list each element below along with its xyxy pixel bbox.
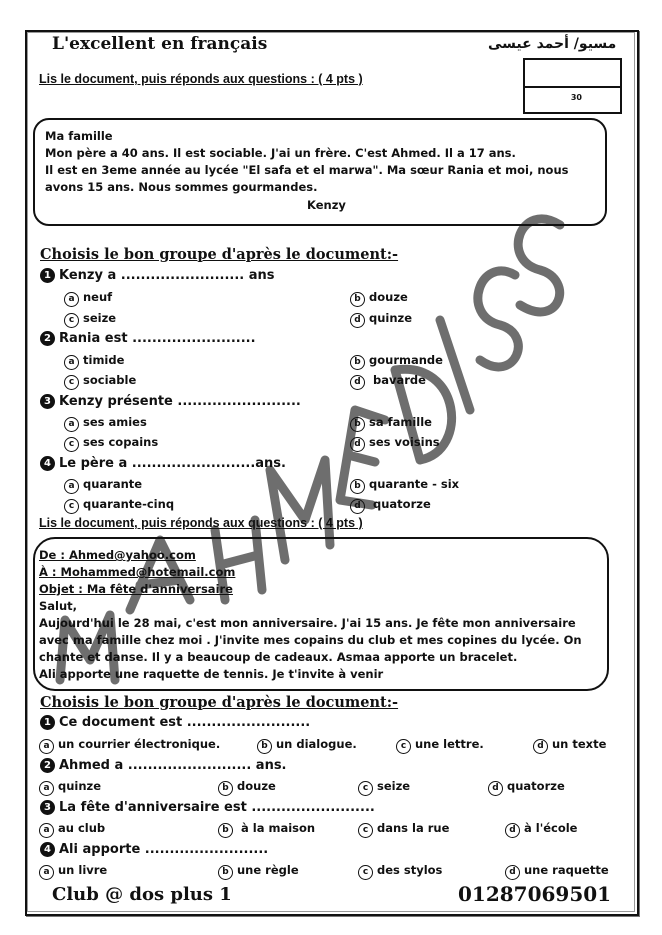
answer-option[interactable] <box>350 353 443 370</box>
question-text: Ahmed a ......................... ans. <box>59 758 287 773</box>
option-text: des stylos <box>377 863 443 877</box>
option-letter: d <box>350 313 365 328</box>
answer-option[interactable] <box>396 737 484 754</box>
email-line: avec ma famille chez moi . J'invite mes copains du club et mes copines du lycée. On <box>39 633 582 647</box>
footer-club: Club @ dos plus 1 <box>52 884 232 905</box>
answer-option[interactable] <box>64 415 147 432</box>
option-letter: a <box>39 739 54 754</box>
option-letter: c <box>64 499 79 514</box>
score-box <box>523 58 622 114</box>
question-number: 3 <box>40 800 55 815</box>
option-text: une lettre. <box>415 737 484 751</box>
answer-option[interactable] <box>505 821 578 838</box>
option-text: timide <box>83 353 125 367</box>
option-text: quarante-cinq <box>83 497 175 511</box>
option-text: bavarde <box>369 373 426 387</box>
answer-option[interactable] <box>505 863 609 880</box>
option-letter: a <box>64 479 79 494</box>
answer-option[interactable] <box>64 497 174 514</box>
answer-option[interactable] <box>218 821 315 838</box>
option-letter: c <box>64 375 79 390</box>
question <box>40 456 286 471</box>
answer-option[interactable] <box>64 373 136 390</box>
option-text: dans la rue <box>377 821 450 835</box>
answer-option[interactable] <box>350 435 440 452</box>
section-title: Choisis le bon groupe d'après le document:- <box>40 246 399 263</box>
option-text: sociable <box>83 373 137 387</box>
answer-option[interactable] <box>350 497 431 514</box>
question-number: 3 <box>40 394 55 409</box>
question-number: 4 <box>40 842 55 857</box>
option-text: quinze <box>58 779 102 793</box>
answer-option[interactable] <box>533 737 606 754</box>
footer-phone: 01287069501 <box>458 882 612 906</box>
option-letter: c <box>64 437 79 452</box>
answer-option[interactable] <box>39 821 105 838</box>
option-text: douze <box>369 290 408 304</box>
answer-option[interactable] <box>64 353 124 370</box>
option-text: un dialogue. <box>276 737 357 751</box>
text-line: Il est en 3eme année au lycée "El safa et el marwa". Ma sœur Rania et moi, nous <box>45 163 569 177</box>
answer-option[interactable] <box>257 737 357 754</box>
answer-option[interactable] <box>64 435 158 452</box>
question-text: Ce document est ......................... <box>59 715 311 730</box>
option-text: une règle <box>237 863 299 877</box>
option-text: ses copains <box>83 435 159 449</box>
part1-instruction: Lis le document, puis réponds aux questions : ( 4 pts ) <box>39 72 363 86</box>
email-line: Ali apporte une raquette de tennis. Je t'invite à venir <box>39 667 384 681</box>
option-letter: c <box>396 739 411 754</box>
option-letter: d <box>350 437 365 452</box>
email-line: Salut, <box>39 599 78 613</box>
question-text: Ali apporte ......................... <box>59 842 269 857</box>
option-letter: a <box>39 823 54 838</box>
option-text: une raquette <box>524 863 609 877</box>
document-title: L'excellent en français <box>52 34 268 54</box>
email-line: chante et danse. Il y a beaucoup de cadeaux. Asmaa apporte un bracelet. <box>39 650 518 664</box>
email-to: À : Mohammed@hotemail.com <box>39 565 236 579</box>
part2-instruction: Lis le document, puis réponds aux questions : ( 4 pts ) <box>39 516 363 530</box>
question <box>40 800 375 815</box>
question-number: 1 <box>40 268 55 283</box>
answer-option[interactable] <box>350 290 408 307</box>
option-text: douze <box>237 779 276 793</box>
answer-option[interactable] <box>39 863 107 880</box>
question-number: 2 <box>40 331 55 346</box>
question-number: 4 <box>40 456 55 471</box>
answer-option[interactable] <box>350 415 432 432</box>
question-text: Kenzy a ......................... ans <box>59 268 275 283</box>
option-letter: a <box>64 292 79 307</box>
question <box>40 715 310 730</box>
question <box>40 394 301 409</box>
email-line: Aujourd'hui le 28 mai, c'est mon anniversaire. J'ai 15 ans. Je fête mon anniversaire <box>39 616 576 630</box>
option-text: à l'école <box>524 821 578 835</box>
answer-option[interactable] <box>64 290 112 307</box>
answer-option[interactable] <box>64 477 142 494</box>
option-text: un courrier électronique. <box>58 737 221 751</box>
question <box>40 268 275 283</box>
question <box>40 331 256 346</box>
question-text: Rania est ......................... <box>59 331 256 346</box>
section-title: Choisis le bon groupe d'après le document:- <box>40 694 399 711</box>
option-letter: d <box>350 499 365 514</box>
text-line: avons 15 ans. Nous sommes gourmandes. <box>45 180 318 194</box>
option-text: ses voisins <box>369 435 440 449</box>
answer-option[interactable] <box>218 779 276 796</box>
option-text: quinze <box>369 311 413 325</box>
answer-option[interactable] <box>218 863 299 880</box>
question-number: 2 <box>40 758 55 773</box>
option-letter: c <box>358 865 373 880</box>
text-heading: Ma famille <box>45 129 113 143</box>
option-text: ses amies <box>83 415 147 429</box>
option-letter: b <box>350 355 365 370</box>
option-text: gourmande <box>369 353 443 367</box>
option-letter: a <box>39 865 54 880</box>
teacher-name: مسيو/ أحمد عيسى <box>488 36 617 52</box>
answer-option[interactable] <box>64 311 116 328</box>
option-letter: d <box>505 865 520 880</box>
answer-option[interactable] <box>350 477 459 494</box>
text-line: Mon père a 40 ans. Il est sociable. J'ai un frère. C'est Ahmed. Il a 17 ans. <box>45 146 516 160</box>
option-letter: a <box>39 781 54 796</box>
question-text: La fête d'anniversaire est ......................... <box>59 800 375 815</box>
answer-option[interactable] <box>358 821 449 838</box>
answer-option[interactable] <box>39 737 220 754</box>
option-letter: b <box>218 865 233 880</box>
option-letter: c <box>358 781 373 796</box>
option-text: quatorze <box>507 779 565 793</box>
option-letter: b <box>350 417 365 432</box>
option-letter: a <box>64 355 79 370</box>
email-from: De : Ahmed@yahoo.com <box>39 548 196 562</box>
option-text: seize <box>83 311 117 325</box>
option-letter: d <box>505 823 520 838</box>
text-signature: Kenzy <box>307 198 346 212</box>
option-text: un texte <box>552 737 607 751</box>
score-total: 30 <box>570 93 582 102</box>
question-text: Le père a .........................ans. <box>59 456 286 471</box>
option-text: quarante <box>83 477 143 491</box>
option-text: à la maison <box>237 821 316 835</box>
option-letter: d <box>488 781 503 796</box>
question-number: 1 <box>40 715 55 730</box>
option-text: un livre <box>58 863 108 877</box>
answer-option[interactable] <box>350 311 412 328</box>
question <box>40 842 268 857</box>
option-letter: d <box>533 739 548 754</box>
answer-option[interactable] <box>39 779 101 796</box>
answer-option[interactable] <box>350 373 426 390</box>
email-subject: Objet : Ma fête d'anniversaire <box>39 582 233 596</box>
option-text: quarante - six <box>369 477 460 491</box>
option-letter: c <box>358 823 373 838</box>
option-text: neuf <box>83 290 113 304</box>
question <box>40 758 287 773</box>
answer-option[interactable] <box>358 863 442 880</box>
option-letter: b <box>350 479 365 494</box>
option-letter: a <box>64 417 79 432</box>
option-letter: b <box>218 823 233 838</box>
option-letter: b <box>350 292 365 307</box>
answer-option[interactable] <box>488 779 565 796</box>
option-letter: d <box>350 375 365 390</box>
answer-option[interactable] <box>358 779 410 796</box>
option-text: quatorze <box>369 497 431 511</box>
option-text: au club <box>58 821 106 835</box>
option-letter: b <box>218 781 233 796</box>
option-text: seize <box>377 779 411 793</box>
option-letter: c <box>64 313 79 328</box>
option-text: sa famille <box>369 415 432 429</box>
question-text: Kenzy présente ......................... <box>59 394 301 409</box>
option-letter: b <box>257 739 272 754</box>
